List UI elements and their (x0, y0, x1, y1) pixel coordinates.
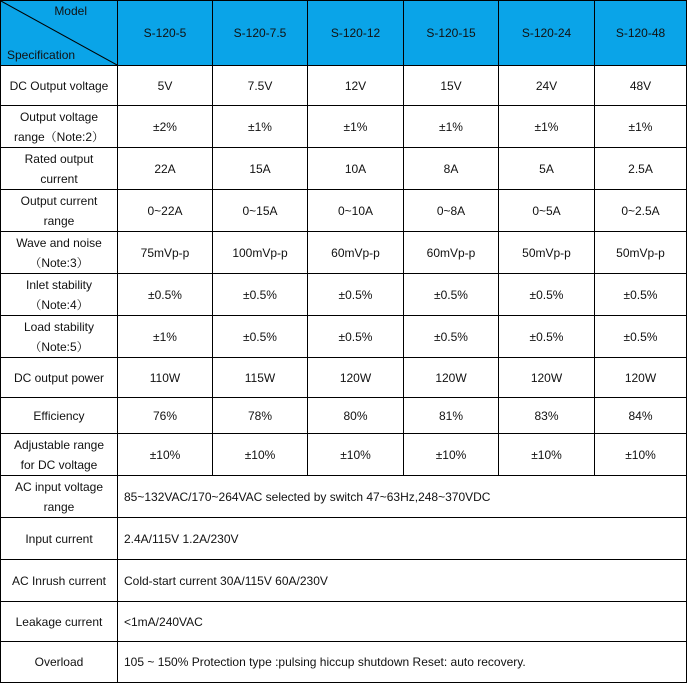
spec-row-wide (1, 560, 687, 602)
value-cell: ±0.5% (118, 274, 213, 316)
row-label-text: Wave and noise (16, 235, 102, 250)
model-header-label: Model (54, 4, 87, 18)
spec-row (1, 398, 687, 434)
value-cell: 75mVp-p (118, 232, 213, 274)
row-label-text: Efficiency (33, 408, 85, 423)
value-cell: ±0.5% (595, 274, 687, 316)
value-cell: ±10% (595, 434, 687, 476)
spec-row (1, 232, 687, 274)
row-label-cell (1, 602, 118, 642)
spec-body (1, 66, 687, 683)
value-cell: 22A (118, 148, 213, 190)
value-cell: ±0.5% (595, 316, 687, 358)
row-label-cell (1, 476, 118, 518)
row-label-text: Inlet stability (25, 277, 93, 292)
value-cell: 84% (595, 398, 687, 434)
value-cell: 0~8A (404, 190, 499, 232)
value-cell: 48V (595, 66, 687, 106)
row-label-text: Leakage current (15, 614, 103, 629)
wide-value-cell: <1mA/240VAC (118, 602, 687, 642)
spec-row-wide (1, 602, 687, 642)
row-label-text: for DC voltage (20, 457, 98, 472)
spec-row (1, 316, 687, 358)
value-cell: ±10% (213, 434, 308, 476)
value-cell: 24V (499, 66, 595, 106)
row-label-text: Rated output (24, 151, 94, 166)
row-label-text: Output voltage (19, 109, 99, 124)
value-cell: 120W (308, 358, 404, 398)
row-label-text: AC input voltage (14, 479, 104, 494)
value-cell: 0~5A (499, 190, 595, 232)
spec-row (1, 274, 687, 316)
row-label-text: current (40, 171, 78, 186)
row-label-text: （Note:4） (29, 297, 89, 312)
row-label-cell (1, 518, 118, 560)
value-cell: 0~2.5A (595, 190, 687, 232)
value-cell: 12V (308, 66, 404, 106)
row-label-cell (1, 560, 118, 602)
row-label-text: （Note:3） (29, 255, 89, 270)
row-label-text: range（Note:2） (13, 129, 105, 144)
value-cell: 15A (213, 148, 308, 190)
model-header-cell: S-120-15 (404, 1, 499, 66)
row-label-text: range (43, 499, 75, 514)
value-cell: 0~22A (118, 190, 213, 232)
row-label-text: range (43, 213, 75, 228)
value-cell: 120W (499, 358, 595, 398)
model-header-cell: S-120-24 (499, 1, 595, 66)
value-cell: 81% (404, 398, 499, 434)
row-label-cell (1, 434, 118, 476)
value-cell: ±0.5% (499, 274, 595, 316)
wide-value-cell: Cold-start current 30A/115V 60A/230V (118, 560, 687, 602)
value-cell: ±1% (595, 106, 687, 148)
specification-header-label: Specification (7, 48, 76, 62)
row-label-cell (1, 66, 118, 106)
value-cell: 60mVp-p (308, 232, 404, 274)
wide-value-cell: 105 ~ 150% Protection type :pulsing hiccup shutdown Reset: auto recovery. (118, 642, 687, 683)
value-cell: 50mVp-p (595, 232, 687, 274)
value-cell: 110W (118, 358, 213, 398)
row-label-cell (1, 106, 118, 148)
value-cell: 60mVp-p (404, 232, 499, 274)
spec-row (1, 434, 687, 476)
spec-row (1, 106, 687, 148)
value-cell: ±0.5% (308, 316, 404, 358)
wide-value-cell: 85~132VAC/170~264VAC selected by switch 47~63Hz,248~370VDC (118, 476, 687, 518)
model-header-cell: S-120-12 (308, 1, 404, 66)
value-cell: ±10% (118, 434, 213, 476)
value-cell: ±2% (118, 106, 213, 148)
value-cell: ±0.5% (213, 274, 308, 316)
value-cell: ±0.5% (404, 316, 499, 358)
row-label-text: AC Inrush current (11, 573, 107, 588)
value-cell: ±1% (308, 106, 404, 148)
value-cell: ±1% (404, 106, 499, 148)
header-corner-cell (1, 1, 118, 66)
value-cell: ±10% (308, 434, 404, 476)
row-label-text: Overload (34, 655, 84, 669)
value-cell: 78% (213, 398, 308, 434)
value-cell: 10A (308, 148, 404, 190)
row-label-text: Input current (25, 531, 93, 546)
spec-row-wide (1, 476, 687, 518)
row-label-cell (1, 190, 118, 232)
value-cell: 0~15A (213, 190, 308, 232)
value-cell: ±1% (118, 316, 213, 358)
model-header-cell: S-120-7.5 (213, 1, 308, 66)
row-label-text: （Note:5） (29, 339, 89, 354)
value-cell: ±0.5% (308, 274, 404, 316)
wide-value-cell: 2.4A/115V 1.2A/230V (118, 518, 687, 560)
spec-row-wide (1, 642, 687, 683)
value-cell: ±10% (404, 434, 499, 476)
spec-row-wide (1, 518, 687, 560)
value-cell: ±0.5% (404, 274, 499, 316)
value-cell: 80% (308, 398, 404, 434)
row-label-text: Load stability (23, 319, 95, 334)
value-cell: 120W (595, 358, 687, 398)
row-label-cell (1, 232, 118, 274)
model-header-cell: S-120-48 (595, 1, 687, 66)
value-cell: 2.5A (595, 148, 687, 190)
row-label-cell (1, 398, 118, 434)
spec-row (1, 148, 687, 190)
spec-row (1, 190, 687, 232)
value-cell: 5V (118, 66, 213, 106)
header-row (1, 1, 687, 66)
row-label-text: Output current (20, 193, 98, 208)
row-label-cell (1, 358, 118, 398)
value-cell: ±0.5% (499, 316, 595, 358)
model-header-cell: S-120-5 (118, 1, 213, 66)
row-label-text: DC output power (13, 370, 105, 385)
value-cell: ±10% (499, 434, 595, 476)
value-cell: 120W (404, 358, 499, 398)
row-label-cell (1, 274, 118, 316)
value-cell: ±0.5% (213, 316, 308, 358)
row-label-text: Adjustable range (13, 437, 105, 452)
value-cell: 7.5V (213, 66, 308, 106)
value-cell: 5A (499, 148, 595, 190)
row-label-text: DC Output voltage (9, 78, 109, 93)
value-cell: ±1% (499, 106, 595, 148)
value-cell: 15V (404, 66, 499, 106)
value-cell: 76% (118, 398, 213, 434)
row-label-cell (1, 148, 118, 190)
row-label-cell (1, 316, 118, 358)
spec-row (1, 66, 687, 106)
spec-row (1, 358, 687, 398)
row-label-cell (1, 642, 118, 683)
value-cell: ±1% (213, 106, 308, 148)
value-cell: 83% (499, 398, 595, 434)
value-cell: 0~10A (308, 190, 404, 232)
value-cell: 8A (404, 148, 499, 190)
value-cell: 100mVp-p (213, 232, 308, 274)
value-cell: 115W (213, 358, 308, 398)
value-cell: 50mVp-p (499, 232, 595, 274)
